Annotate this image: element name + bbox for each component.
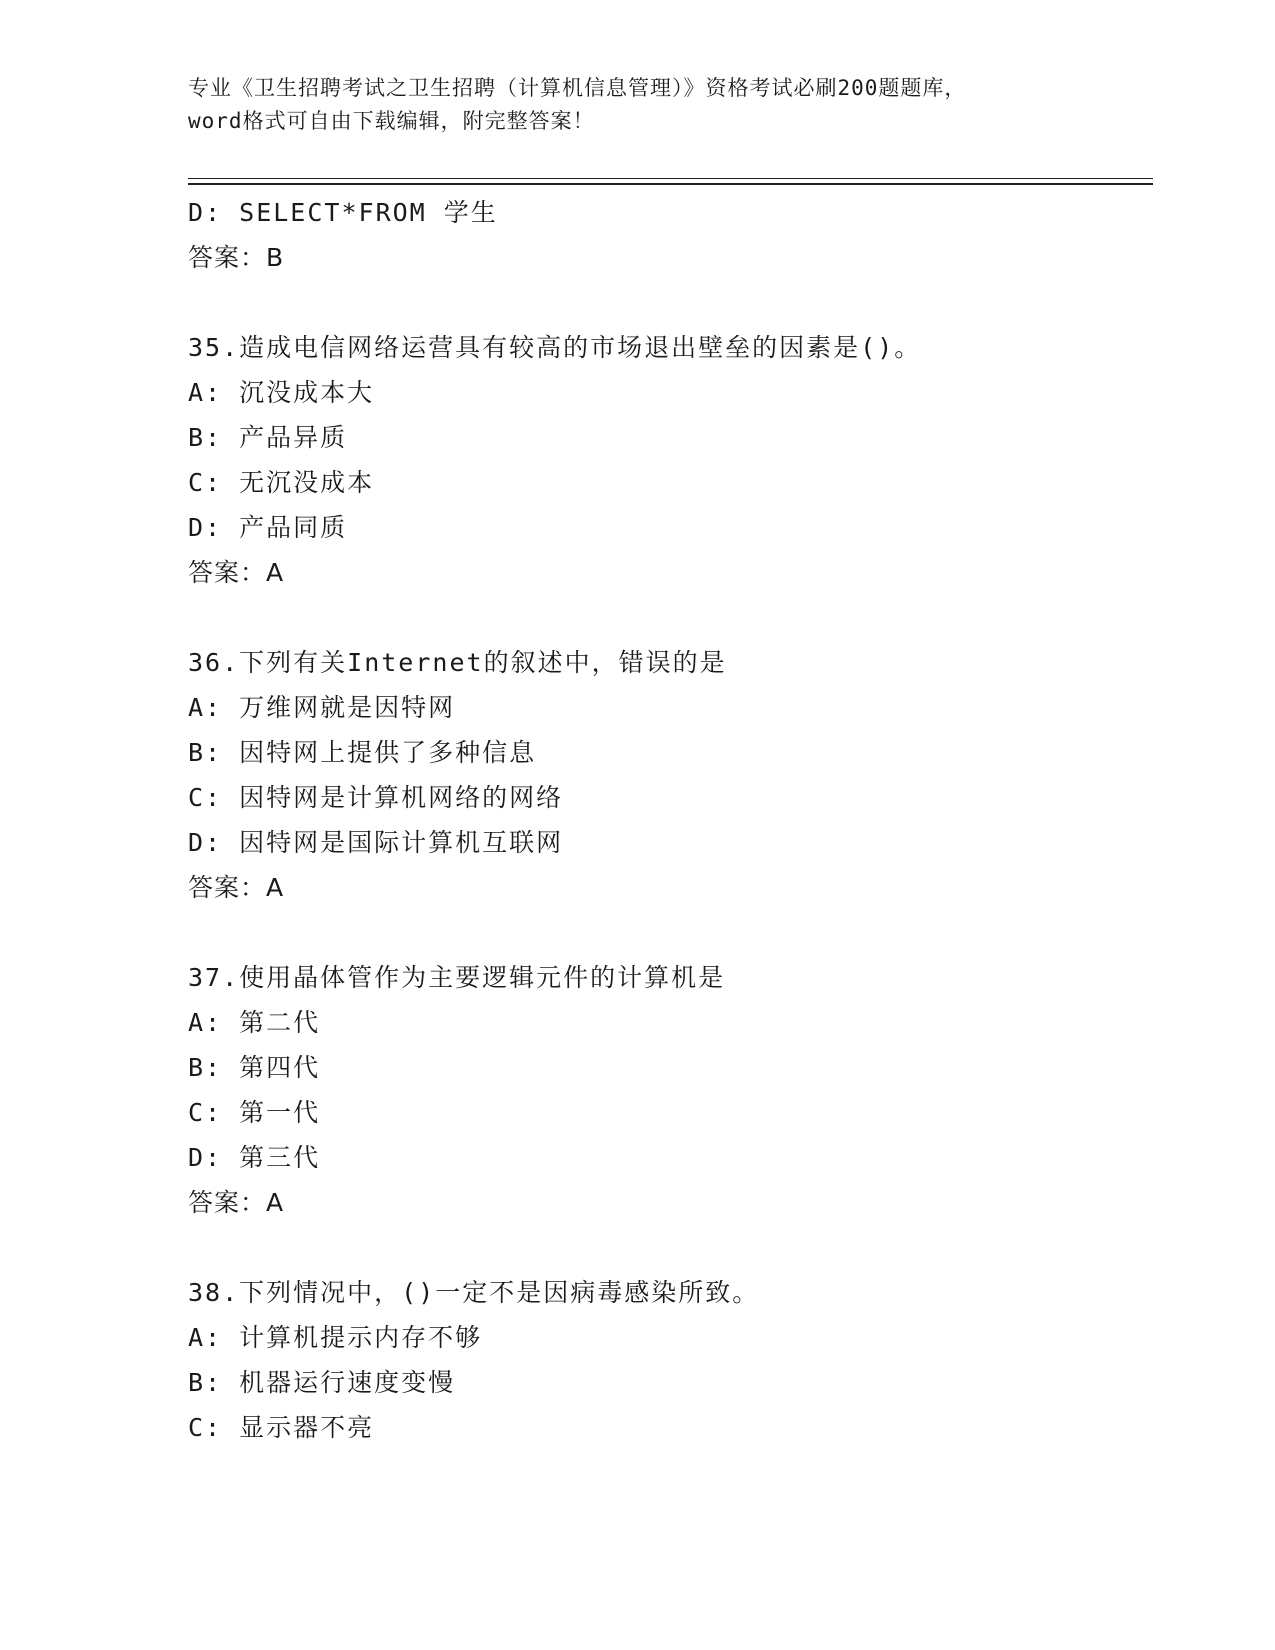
question-stem: 35.造成电信网络运营具有较高的市场退出壁垒的因素是()。 <box>188 333 922 362</box>
question-37 <box>188 955 1148 1225</box>
option-d: D: 产品同质 <box>188 513 348 542</box>
question-35 <box>188 325 1148 595</box>
question-stem: 38.下列情况中，()一定不是因病毒感染所致。 <box>188 1278 760 1307</box>
option-a: A: 第二代 <box>188 1008 321 1037</box>
question-stem: 37.使用晶体管作为主要逻辑元件的计算机是 <box>188 963 726 992</box>
answer-line: 答案：A <box>188 558 285 587</box>
question-34-tail <box>188 190 1148 280</box>
document-header <box>188 72 1088 138</box>
option-b: B: 第四代 <box>188 1053 321 1082</box>
option-c: C: 显示器不亮 <box>188 1413 375 1442</box>
option-c: C: 无沉没成本 <box>188 468 375 497</box>
option-a: A: 计算机提示内存不够 <box>188 1323 483 1352</box>
question-stem: 36.下列有关Internet的叙述中，错误的是 <box>188 648 727 677</box>
option-d: D: 因特网是国际计算机互联网 <box>188 828 564 857</box>
option-c: C: 第一代 <box>188 1098 321 1127</box>
option-a: A: 万维网就是因特网 <box>188 693 456 722</box>
question-36 <box>188 640 1148 910</box>
option-d: D: 第三代 <box>188 1143 321 1172</box>
option-a: A: 沉没成本大 <box>188 378 375 407</box>
document-body <box>188 190 1148 1450</box>
header-rule-thin <box>188 178 1153 179</box>
answer-line: 答案：B <box>188 243 285 272</box>
header-line-2: word格式可自由下载编辑，附完整答案！ <box>188 109 595 133</box>
option-b: B: 因特网上提供了多种信息 <box>188 738 537 767</box>
answer-line: 答案：A <box>188 1188 285 1217</box>
option-b: B: 机器运行速度变慢 <box>188 1368 456 1397</box>
header-rule-thick <box>188 183 1153 185</box>
option-d: D: SELECT*FROM 学生 <box>188 198 498 227</box>
header-line-1: 专业《卫生招聘考试之卫生招聘（计算机信息管理）》资格考试必刷200题题库， <box>188 76 967 100</box>
option-c: C: 因特网是计算机网络的网络 <box>188 783 564 812</box>
question-38 <box>188 1270 1148 1450</box>
answer-line: 答案：A <box>188 873 285 902</box>
option-b: B: 产品异质 <box>188 423 348 452</box>
